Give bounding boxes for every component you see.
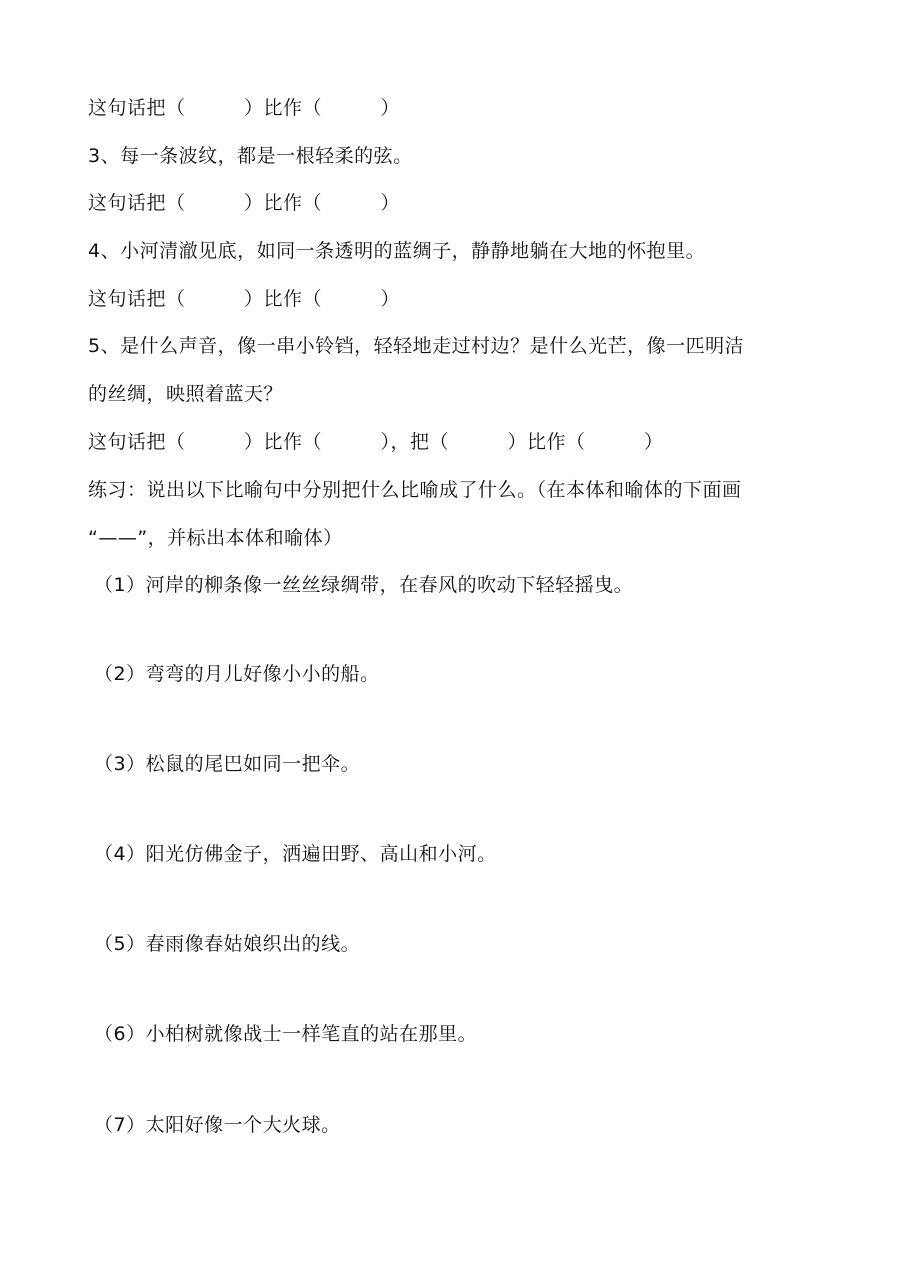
- exercise-item-3: （3）松鼠的尾巴如同一把伞。: [94, 753, 361, 775]
- exercise-item-7: （7）太阳好像一个大火球。: [94, 1114, 341, 1136]
- exercise-item-4: （4）阳光仿佛金子，洒遍田野、高山和小河。: [94, 843, 497, 865]
- practice-instruction-line-2: “——”，并标出本体和喻体）: [88, 527, 343, 549]
- question-5-line-1: 5、是什么声音，像一串小铃铛，轻轻地走过村边？是什么光芒，像一匹明洁: [88, 335, 745, 357]
- exercise-item-2: （2）弯弯的月儿好像小小的船。: [94, 663, 380, 685]
- practice-instruction-line-1: 练习：说出以下比喻句中分别把什么比喻成了什么。（在本体和喻体的下面画: [88, 479, 742, 501]
- question-3: 3、每一条波纹，都是一根轻柔的弦。: [88, 145, 413, 167]
- exercise-item-5: （5）春雨像春姑娘织出的线。: [94, 933, 361, 955]
- question-4: 4、小河清澈见底，如同一条透明的蓝绸子，静静地躺在大地的怀抱里。: [88, 240, 706, 262]
- blank-line-4: 这句话把（ ）比作（ ），把（ ）比作（ ）: [88, 431, 664, 453]
- blank-line-2: 这句话把（ ）比作（ ）: [88, 192, 401, 214]
- blank-line-1: 这句话把（ ）比作（ ）: [88, 97, 401, 119]
- blank-line-3: 这句话把（ ）比作（ ）: [88, 288, 401, 310]
- question-5-line-2: 的丝绸，映照着蓝天？: [88, 383, 284, 405]
- exercise-item-6: （6）小柏树就像战士一样笔直的站在那里。: [94, 1023, 478, 1045]
- exercise-item-1: （1）河岸的柳条像一丝丝绿绸带，在春风的吹动下轻轻摇曳。: [94, 574, 634, 596]
